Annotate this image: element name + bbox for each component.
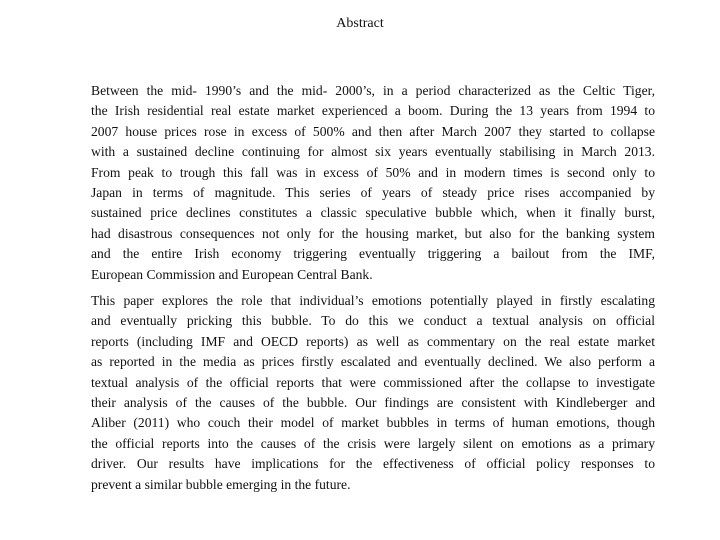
paragraph-2-line: as reported in the media as prices firstly escalated and eventually declined. We also perform a xyxy=(91,354,655,370)
paragraph-1-line: the Irish residential real estate market experienced a boom. During the 13 years from 1994 to xyxy=(91,103,655,119)
paragraph-2-line: and eventually pricking this bubble. To do this we conduct a textual analysis on official xyxy=(91,313,655,329)
paragraph-1-line: From peak to trough this fall was in excess of 50% and in modern times is second only to xyxy=(91,164,655,180)
paragraph-2-line: Aliber (2011) who couch their model of market bubbles in terms of human emotions, though xyxy=(91,415,655,431)
abstract-heading: Abstract xyxy=(336,16,384,31)
paragraph-2-line: textual analysis of the official reports that were commissioned after the collapse to investigate xyxy=(91,374,655,390)
abstract-paragraph-2 xyxy=(91,291,655,495)
paragraph-1-line: had disastrous consequences not only for the housing market, but also for the banking system xyxy=(91,225,655,241)
paragraph-2-line: prevent a similar bubble emerging in the future. xyxy=(91,476,351,492)
paragraph-1-line: Between the mid- 1990’s and the mid- 2000’s, in a period characterized as the Celtic Tiger, xyxy=(91,83,655,98)
paragraph-2-line: their analysis of the causes of the bubble. Our findings are consistent with Kindleberger and xyxy=(91,394,655,410)
abstract-paragraph-1 xyxy=(91,81,655,285)
paragraph-2-line: driver. Our results have implications for the effectiveness of official policy responses to xyxy=(91,456,655,472)
paragraph-2-line: This paper explores the role that individual’s emotions potentially played in firstly escalating xyxy=(91,293,655,308)
paragraph-1-line: and the entire Irish economy triggering eventually triggering a bailout from the IMF, xyxy=(91,246,655,262)
paragraph-1-line: with a sustained decline continuing for almost six years eventually stabilising in March 2013. xyxy=(91,144,655,160)
paragraph-1-line: Japan in terms of magnitude. This series of years of steady price rises accompanied by xyxy=(91,184,655,200)
paragraph-1-line: sustained price declines constitutes a classic speculative bubble which, when it finally burst, xyxy=(91,205,655,221)
paragraph-2-line: the official reports into the causes of the crisis were largely silent on emotions as a primary xyxy=(91,435,655,451)
paragraph-1-line: European Commission and European Central Bank. xyxy=(91,266,373,282)
paragraph-2-line: reports (including IMF and OECD reports) as well as commentary on the real estate market xyxy=(91,333,655,349)
paragraph-1-line: 2007 house prices rose in excess of 500% and then after March 2007 they started to collapse xyxy=(91,123,655,139)
